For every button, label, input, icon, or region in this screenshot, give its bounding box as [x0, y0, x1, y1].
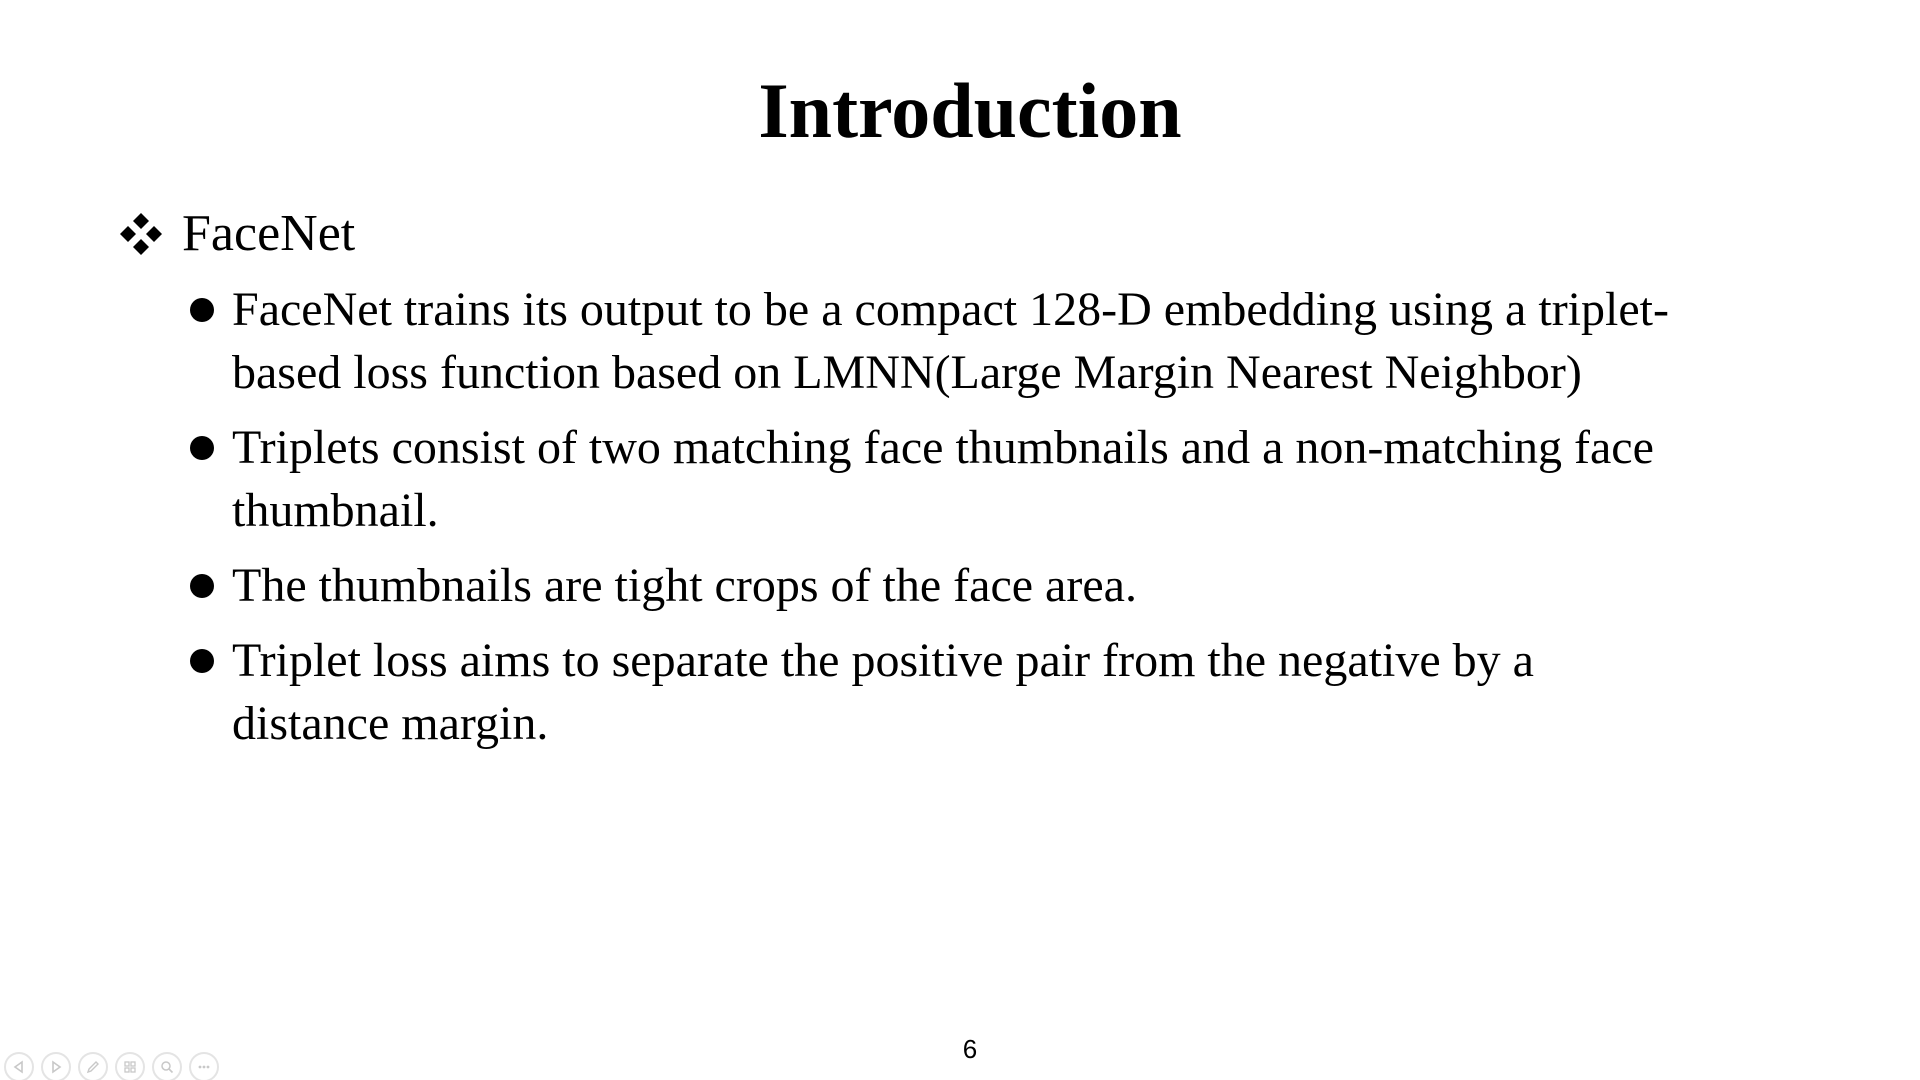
bullet-text-line: Triplets consist of two matching face thumbnails and a non-matching face	[232, 421, 1654, 474]
section-heading	[116, 202, 355, 266]
bullet-list	[186, 278, 1826, 767]
slideshow-toolbar	[4, 1052, 219, 1080]
more-options-button[interactable]	[189, 1052, 219, 1080]
bullet-item	[186, 629, 1826, 755]
more-options-icon	[196, 1059, 212, 1075]
zoom-button[interactable]	[152, 1052, 182, 1080]
slide-sorter-button[interactable]	[115, 1052, 145, 1080]
bullet-text-line: distance margin.	[232, 697, 549, 750]
bullet-text-line: thumbnail.	[232, 484, 439, 537]
round-bullet-icon	[190, 574, 214, 598]
next-slide-icon	[48, 1059, 64, 1075]
zoom-icon	[159, 1059, 175, 1075]
bullet-text-line: based loss function based on LMNN(Large Margin Nearest Neighbor)	[232, 346, 1582, 399]
bullet-item	[186, 278, 1826, 404]
pen-icon	[85, 1059, 101, 1075]
previous-slide-icon	[11, 1059, 27, 1075]
section-label: FaceNet	[182, 205, 356, 262]
round-bullet-icon	[190, 649, 214, 673]
four-diamond-bullet-icon	[116, 209, 166, 259]
next-slide-button[interactable]	[41, 1052, 71, 1080]
slide-sorter-icon	[122, 1059, 138, 1075]
round-bullet-icon	[190, 436, 214, 460]
bullet-text-line: The thumbnails are tight crops of the face area.	[232, 559, 1137, 612]
pen-button[interactable]	[78, 1052, 108, 1080]
bullet-text-line: Triplet loss aims to separate the positive pair from the negative by a	[232, 634, 1534, 687]
slide-title: Introduction	[758, 67, 1182, 154]
round-bullet-icon	[190, 298, 214, 322]
page-number: 6	[962, 1034, 978, 1064]
previous-slide-button[interactable]	[4, 1052, 34, 1080]
bullet-item	[186, 554, 1826, 617]
bullet-text-line: FaceNet trains its output to be a compact 128-D embedding using a triplet-	[232, 283, 1669, 336]
bullet-item	[186, 416, 1826, 542]
